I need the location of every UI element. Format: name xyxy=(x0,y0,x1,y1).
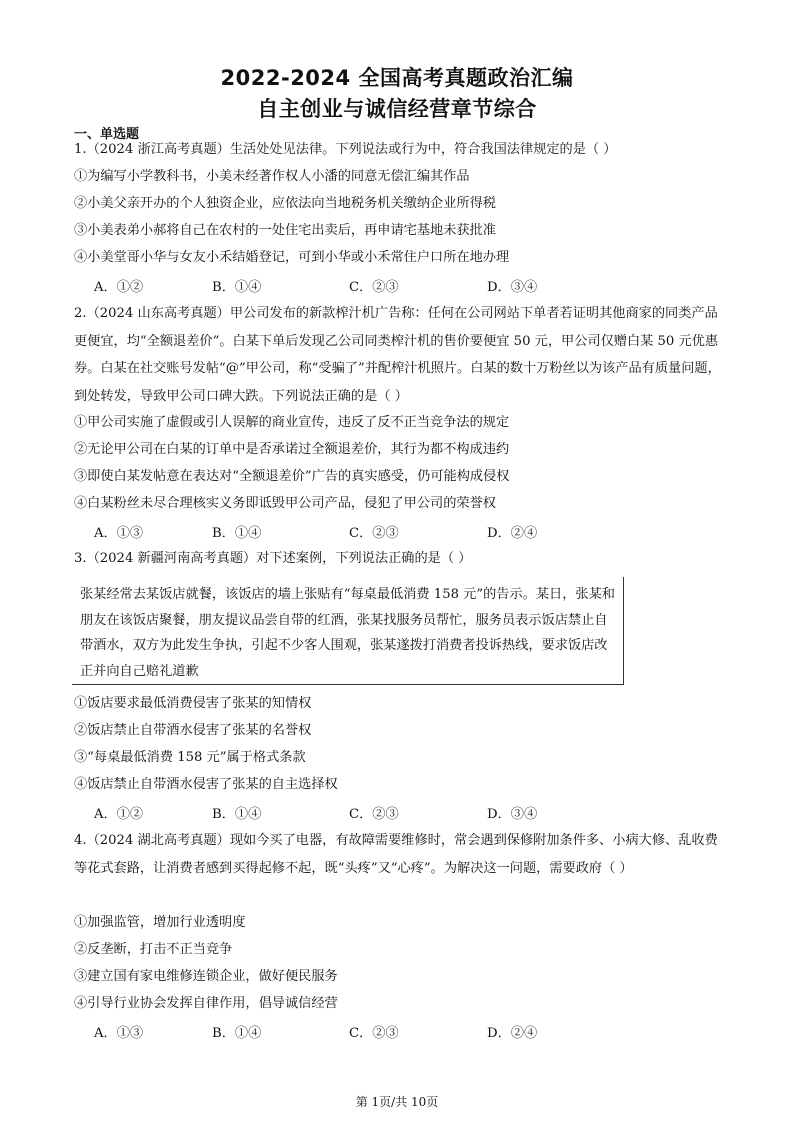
question-3-stem: 3.（2024 新疆河南高考真题）对下述案例，下列说法正确的是（ ） xyxy=(74,551,472,566)
case-material-text: 张某经常去某饭店就餐，该饭店的墙上张贴有“每桌最低消费 158 元”的告示。某日，张某和朋友在该饭店聚餐，朋友提议品尝自带的红酒，张某找服务员帮忙，服务员表示饭店禁止自带酒水，双方为此发生争执，引起不少客人围观，张某遂拨打消费者投诉热线，要求饭店改正并向自己赔礼道歉 xyxy=(80,587,615,679)
question-3-choices xyxy=(94,803,654,821)
question-4-option-2: ②反垄断，打击不正当竞争 xyxy=(74,942,233,957)
question-1-option-2: ②小美父亲开办的个人独资企业，应依法向当地税务机关缴纳企业所得税 xyxy=(74,196,496,211)
question-4-choices xyxy=(94,1022,654,1040)
choice-a: A．①③ xyxy=(94,1026,144,1041)
question-1-option-1: ①为编写小学教科书，小美未经著作权人小潘的同意无偿汇编其作品 xyxy=(74,169,470,184)
page-number-footer: 第 1页/共 10页 xyxy=(355,1095,439,1109)
choice-c: C．②③ xyxy=(349,280,399,295)
choice-b: B．①④ xyxy=(212,807,262,822)
choice-d: D．②④ xyxy=(487,1026,538,1041)
question-2-option-3: ③即使白某发帖意在表达对“全额退差价”广告的真实感受，仍可能构成侵权 xyxy=(74,469,510,484)
question-1-choices xyxy=(94,276,654,294)
choice-a: A．①② xyxy=(94,280,144,295)
choice-d: D．②④ xyxy=(487,526,538,541)
choice-a: A．①② xyxy=(94,807,144,822)
question-4-option-3: ③建立国有家电维修连锁企业，做好便民服务 xyxy=(74,969,338,984)
question-1-option-3: ③小美表弟小郝将自己在农村的一处住宅出卖后，再申请宅基地未获批准 xyxy=(74,223,496,238)
choice-c: C．②③ xyxy=(349,526,399,541)
choice-d: D．③④ xyxy=(487,807,538,822)
question-1-stem: 1.（2024 浙江高考真题）生活处处见法律。下列说法或行为中，符合我国法律规定的是（ ） xyxy=(74,142,617,157)
choice-a: A．①③ xyxy=(94,526,144,541)
question-3-option-2: ②饭店禁止自带酒水侵害了张某的名誉权 xyxy=(74,723,312,738)
question-1-option-4: ④小美堂哥小华与女友小禾结婚登记，可到小华或小禾常住户口所在地办理 xyxy=(74,250,510,265)
choice-c: C．②③ xyxy=(349,1026,399,1041)
question-2-choices xyxy=(94,522,654,540)
choice-b: B．①④ xyxy=(212,1026,262,1041)
document-title: 2022-2024 全国高考真题政治汇编 xyxy=(220,66,574,90)
question-4-stem: 4.（2024 湖北高考真题）现如今买了电器，有故障需要维修时，常会遇到保修附加条件多、小病大修、乱收费等花式套路，让消费者感到买得起修不起，既“头疼”又“心疼”。为解决这一问题，需要政府（ ） xyxy=(74,833,718,876)
section-heading: 一、单选题 xyxy=(74,127,140,142)
document-subtitle: 自主创业与诚信经营章节综合 xyxy=(257,97,537,121)
choice-c: C．②③ xyxy=(349,807,399,822)
question-2-stem: 2.（2024 山东高考真题）甲公司发布的新款榨汁机广告称：任何在公司网站下单者若证明其他商家的同类产品更便宜，均“全额退差价”。白某下单后发现乙公司同类榨汁机的售价要便宜 50 元，甲公司仅赠白某 50 元优惠券。白某在社交账号发帖“@”甲公司，称“受骗了”并配榨汁机照片。白某的数十万粉丝以为该产品有质量问题，到处转发，导致甲公司口碑大跌。下列说法正确的是（ ） xyxy=(74,306,721,404)
choice-b: B．①④ xyxy=(212,526,262,541)
question-3-option-1: ①饭店要求最低消费侵害了张某的知情权 xyxy=(74,696,312,711)
question-2-option-2: ②无论甲公司在白某的订单中是否承诺过全额退差价，其行为都不构成违约 xyxy=(74,442,510,457)
question-4-option-4: ④引导行业协会发挥自律作用，倡导诚信经营 xyxy=(74,996,338,1011)
choice-b: B．①④ xyxy=(212,280,262,295)
question-2-option-4: ④白某粉丝未尽合理核实义务即诋毁甲公司产品，侵犯了甲公司的荣誉权 xyxy=(74,496,496,511)
question-3-option-4: ④饭店禁止自带酒水侵害了张某的自主选择权 xyxy=(74,777,338,792)
choice-d: D．③④ xyxy=(487,280,538,295)
question-3-option-3: ③“每桌最低消费 158 元”属于格式条款 xyxy=(74,750,306,765)
question-4-option-1: ①加强监管，增加行业透明度 xyxy=(74,915,246,930)
question-2-option-1: ①甲公司实施了虚假或引人误解的商业宣传，违反了反不正当竞争法的规定 xyxy=(74,415,510,430)
